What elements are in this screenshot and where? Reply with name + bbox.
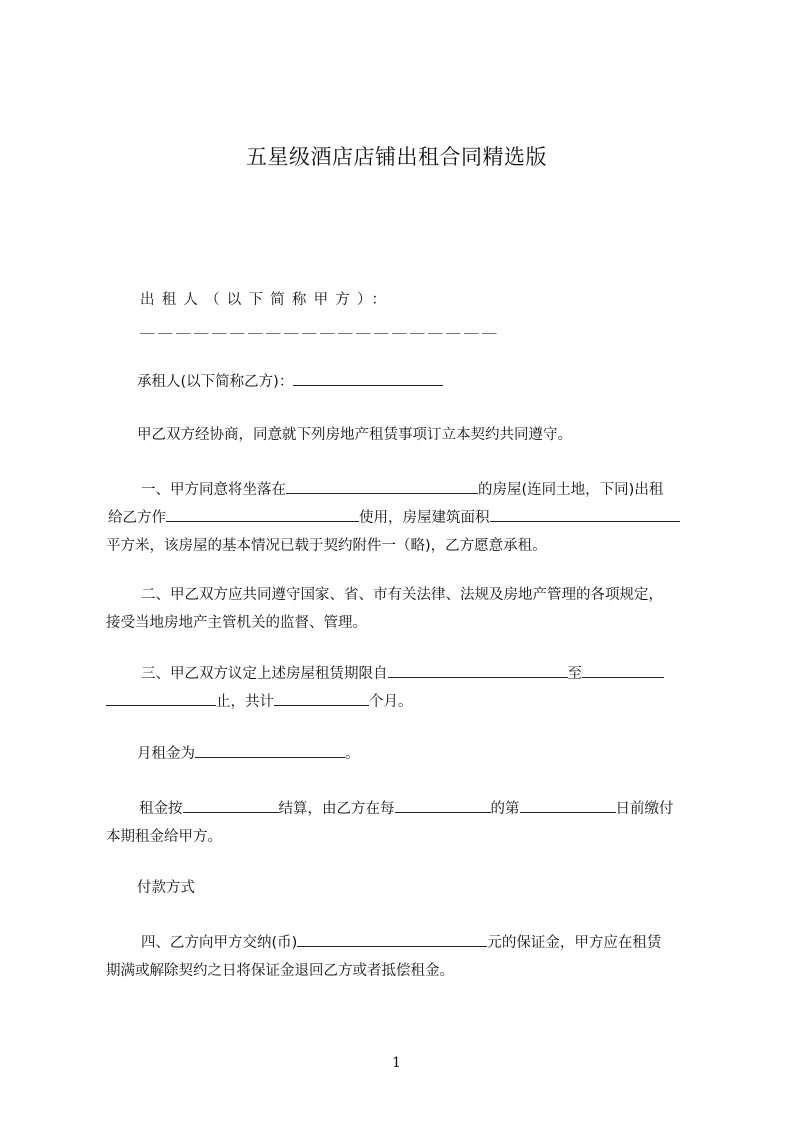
- clause-1-part-5: 平方米，该房屋的基本情况已载于契约附件一（略)，乙方愿意承租。: [106, 538, 547, 554]
- payment-part-2: 结算，由乙方在每: [278, 801, 395, 817]
- clause-4-paragraph: [106, 929, 702, 985]
- lessee-blank: [293, 370, 443, 386]
- period-blank: [395, 797, 491, 813]
- clause-2-line-1: 二、甲乙双方应共同遵守国家、省、市有关法律、法规及房地产管理的各项规定，: [141, 587, 663, 603]
- rent-paragraph: [137, 740, 733, 768]
- rent-end: 。: [345, 746, 360, 762]
- payment-part-3: 的第: [490, 801, 520, 817]
- clause-1-part-2: 的房屋(连同土地，下同)出租: [478, 482, 664, 498]
- lease-start-blank: [388, 662, 568, 678]
- lessor-label: 出租人（以下简称甲方）：: [140, 292, 394, 308]
- lessee-label: 承租人(以下简称乙方)：: [137, 374, 294, 390]
- clause-2-paragraph: [106, 581, 702, 637]
- lessor-blank: ＿＿＿＿＿＿＿＿＿＿＿＿＿＿＿＿＿＿＿＿: [140, 320, 500, 336]
- usage-blank: [166, 506, 359, 522]
- months-blank: [274, 690, 369, 706]
- clause-3-part-3: 止，共计: [216, 694, 274, 710]
- payment-method: 付款方式: [137, 880, 195, 896]
- payment-part-4: 日前缴付: [615, 801, 674, 817]
- clause-3-part-1: 三、甲乙双方议定上述房屋租赁期限自: [141, 666, 388, 682]
- clause-1-part-1: 一、甲方同意将坐落在: [141, 482, 286, 498]
- clause-1-part-4: 使用，房屋建筑面积: [359, 510, 490, 526]
- settlement-blank: [183, 797, 279, 813]
- clause-4-part-2: 元的保证金，甲方应在租赁: [487, 935, 662, 951]
- day-blank: [520, 797, 616, 813]
- location-blank: [286, 478, 478, 494]
- clause-2-line-2: 接受当地房地产主管机关的监督、管理。: [106, 615, 367, 631]
- lease-end-blank-1: [582, 662, 664, 678]
- payment-line-2: 本期租金给甲方。: [106, 829, 222, 845]
- clause-1-part-3: 给乙方作: [108, 510, 166, 526]
- lease-end-blank-2: [106, 690, 216, 706]
- clause-3-paragraph: [106, 660, 702, 716]
- rent-label: 月租金为: [137, 746, 195, 762]
- deposit-blank: [297, 931, 487, 947]
- intro-paragraph: 甲乙双方经协商，同意就下列房地产租赁事项订立本契约共同遵守。: [137, 427, 572, 443]
- lessee-paragraph: [137, 368, 733, 396]
- payment-part-1: 租金按: [139, 801, 183, 817]
- clause-1-paragraph: [106, 476, 702, 560]
- document-title: 五星级酒店店铺出租合同精选版: [246, 145, 547, 169]
- clause-4-line-2: 期满或解除契约之日将保证金退回乙方或者抵偿租金。: [106, 963, 454, 979]
- payment-paragraph: [106, 795, 702, 851]
- page-number: 1: [392, 1055, 401, 1071]
- clause-4-part-1: 四、乙方向甲方交纳(币): [141, 935, 298, 951]
- area-blank: [490, 506, 680, 522]
- rent-blank: [195, 742, 345, 758]
- clause-3-part-4: 个月。: [369, 694, 413, 710]
- lessor-paragraph: [140, 286, 702, 342]
- clause-3-part-2: 至: [567, 666, 582, 682]
